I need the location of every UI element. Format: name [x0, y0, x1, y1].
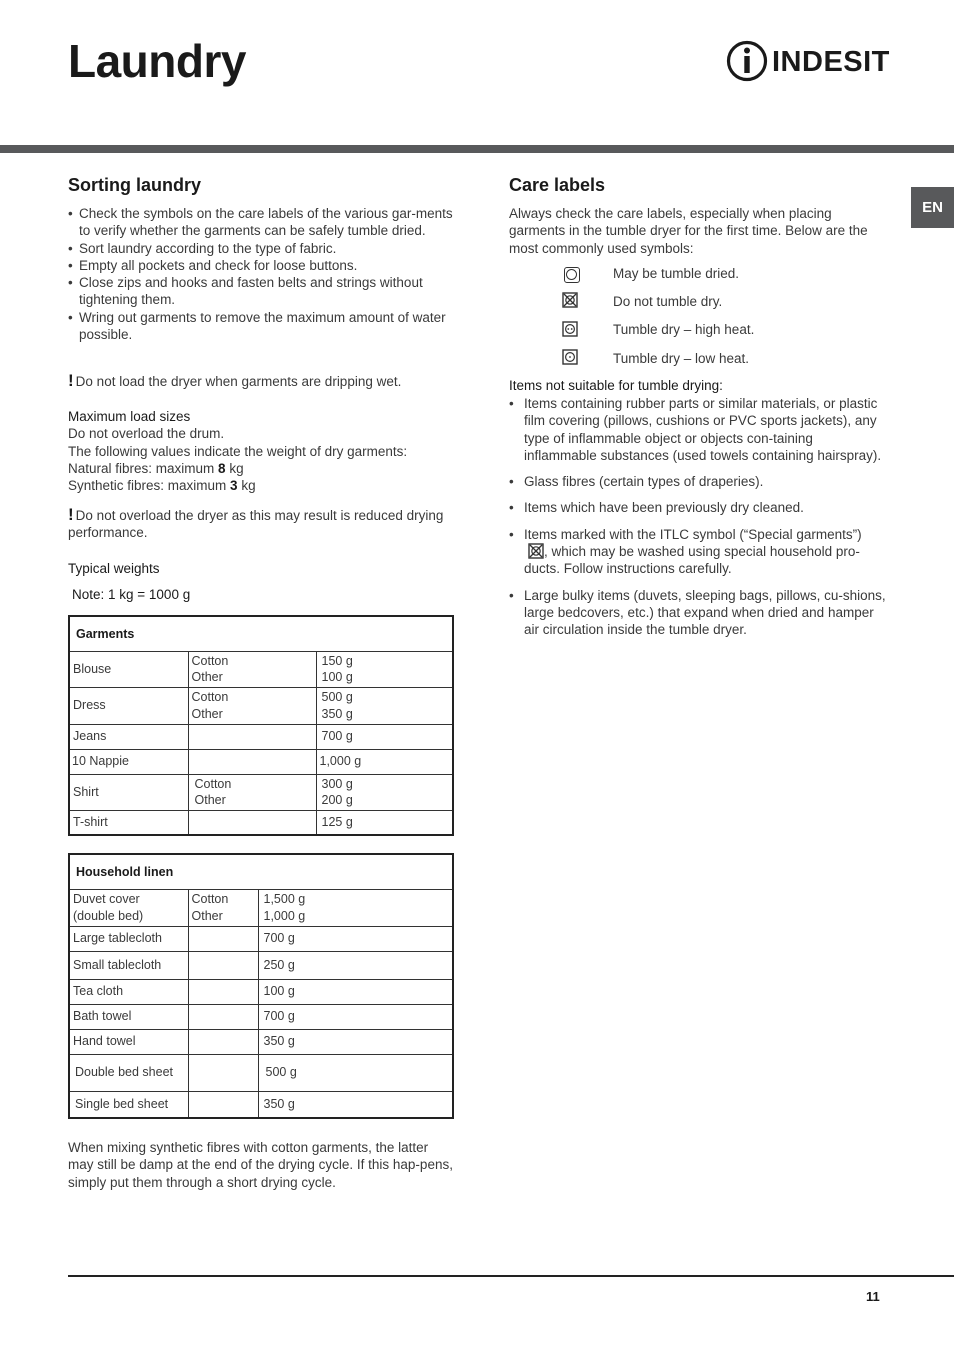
household-linen-table [68, 853, 454, 1119]
units-note: Note: 1 kg = 1000 g [72, 587, 191, 602]
brand-logo [726, 40, 888, 82]
list-item: • Close zips and hooks and fasten belts and strings without tightening them. [68, 274, 454, 309]
list-item: • Wring out garments to remove the maximum amount of water possible. [68, 309, 454, 344]
typical-weights-heading: Typical weights [68, 561, 160, 576]
language-tab: EN [911, 187, 954, 228]
table-row: Double bed sheet 500 g [69, 1054, 453, 1091]
table-row: Blouse Cotton Other 150 g 100 g [69, 651, 453, 687]
table-row: 10 Nappie 1,000 g [69, 749, 453, 774]
warning-note: ! Do not overload the dryer as this may result is reduced drying performance. [68, 505, 444, 541]
list-item: • Items containing rubber parts or similar materials, or plastic film covering (pillows, cushions or PVC sports jackets), any type of inflammable object or objects con-taining inflammable substances (used towels containing hairspray). [509, 395, 889, 464]
synthetic-fibres-line: Synthetic fibres: maximum 3 kg [68, 478, 256, 494]
table-row: Shirt Cotton Other 300 g 200 g [69, 774, 453, 810]
max-load-heading: Maximum load sizes [68, 409, 191, 424]
table-row: Duvet cover (double bed) Cotton Other 1,500 g 1,000 g [69, 889, 453, 926]
table-row: Large tablecloth 700 g [69, 926, 453, 951]
table-row: T-shirt 125 g [69, 810, 453, 835]
list-item: • Empty all pockets and check for loose buttons. [68, 257, 454, 274]
symbol-label: May be tumble dried. [613, 266, 740, 281]
warning-icon: ! [68, 505, 74, 524]
itlc-special-garments-icon [528, 543, 544, 559]
list-item: • Items marked with the ITLC symbol (“Special garments”) , which may be washed using special household pro-ducts. Follow instructions carefully. [509, 526, 889, 578]
list-item: • Glass fibres (certain types of draperies). [509, 473, 889, 490]
warning-icon: ! [68, 371, 74, 390]
symbol-label: Tumble dry – low heat. [613, 351, 750, 366]
brand-name: INDESIT [772, 46, 890, 78]
table-row: Jeans 700 g [69, 724, 453, 749]
unsuitable-section [509, 395, 889, 648]
symbol-label: Tumble dry – high heat. [613, 322, 755, 337]
indesit-i-icon [726, 40, 770, 82]
warning-note: ! Do not load the dryer when garments are dripping wet. [68, 371, 402, 390]
unsuitable-list [509, 395, 889, 639]
table-row: Dress Cotton Other 500 g 350 g [69, 687, 453, 724]
table-row: Small tablecloth 250 g [69, 951, 453, 979]
do-not-tumble-dry-icon [562, 292, 578, 308]
symbol-label: Do not tumble dry. [613, 294, 723, 309]
tumble-dry-allowed-icon [564, 267, 580, 283]
page-title: Laundry [68, 35, 246, 87]
tumble-dry-low-heat-icon [562, 349, 578, 365]
care-intro: Always check the care labels, especially when placing garments in the tumble dryer for the first time. Below are the most commonly used symbols: [509, 206, 868, 256]
table-row: Hand towel 350 g [69, 1029, 453, 1054]
list-item: • Large bulky items (duvets, sleeping bags, pillows, cu-shions, large bedcovers, etc.) that expand when dried and hamper air circulation inside the tumble dryer. [509, 587, 889, 639]
table-header: Garments [69, 616, 453, 651]
garments-table [68, 615, 454, 836]
bottom-rule [68, 1275, 954, 1277]
sorting-section [68, 205, 454, 343]
sorting-heading: Sorting laundry [68, 175, 202, 195]
table-row: Single bed sheet 350 g [69, 1091, 453, 1118]
unsuitable-heading: Items not suitable for tumble drying: [509, 378, 723, 393]
care-labels-heading: Care labels [509, 175, 606, 195]
list-item: • Items which have been previously dry cleaned. [509, 499, 889, 516]
table-header: Household linen [69, 854, 453, 889]
tumble-dry-high-heat-icon [562, 321, 578, 337]
top-divider-bar [0, 145, 954, 153]
natural-fibres-line: Natural fibres: maximum 8 kg [68, 460, 244, 476]
mixing-note: When mixing synthetic fibres with cotton garments, the latter may still be damp at the end of the drying cycle. If this hap-pens, simply put them through a short drying cycle. [68, 1140, 453, 1190]
page-number: 11 [866, 1289, 880, 1304]
max-load-section: Maximum load sizes Do not overload the drum. The following values indicate the weight of dry garments: Natural fibres: maximum 8 kg Synthetic fibres: maximum 3 kg [68, 408, 454, 494]
sorting-list [68, 205, 454, 343]
list-item: • Check the symbols on the care labels of the various gar-ments to verify whether the garments can be safely tumble dried. [68, 205, 454, 240]
table-row: Bath towel 700 g [69, 1004, 453, 1029]
table-row: Tea cloth 100 g [69, 979, 453, 1004]
list-item: • Sort laundry according to the type of fabric. [68, 240, 454, 257]
